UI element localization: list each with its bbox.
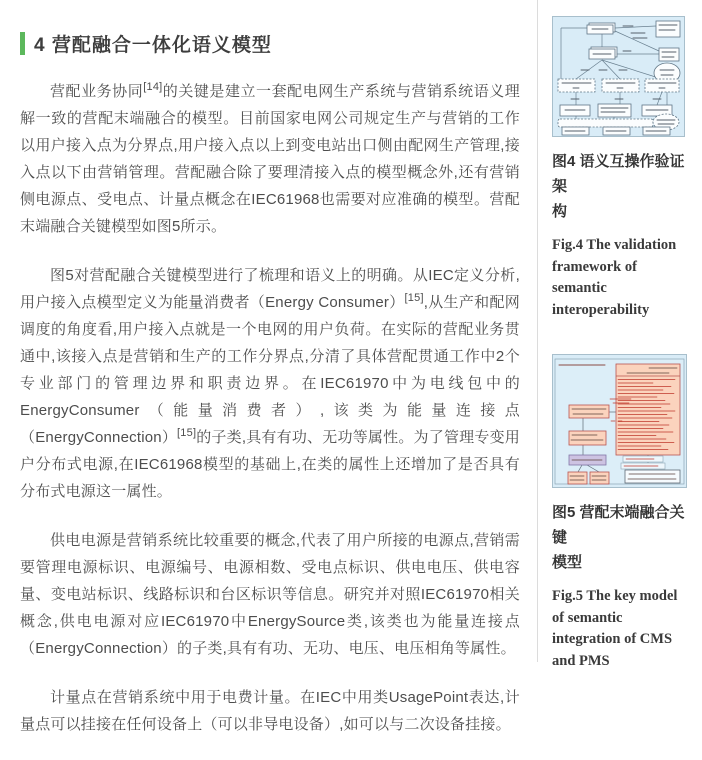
paragraph-2 — [20, 262, 520, 505]
figure4-caption-en — [552, 235, 688, 321]
paragraph-4 — [20, 684, 520, 738]
caption-line: of semantic — [552, 609, 623, 626]
caption-line: interoperability — [552, 301, 650, 318]
paragraph-text: ,从生产和配网调度的角度看,用户接入点就是一个电网的用户负荷。在实际的营配业务贯通中,该接入点是营销和生产的工作分界点,分清了具体营配贯通工作中2个专业部门的管理边界和职责边界。在IEC61970中为电线包中的EnergyConsumer（能量消费者）,该类为能量连接点（EnergyConnection） — [20, 294, 520, 446]
caption-line: 图4 语义互操作验证架 — [552, 153, 685, 195]
figures-rail — [538, 0, 702, 672]
caption-line: 图5 营配末端融合关键 — [552, 504, 685, 546]
figure5-thumbnail[interactable] — [552, 354, 687, 488]
reference-superscript: [15] — [404, 292, 424, 304]
paragraph-1 — [20, 78, 520, 240]
paragraph-text: 图5对营配融合关键模型进行了梳理和语义上的明确。从IEC定义分析,用户接入点模型定义为能量消费者（Energy Consumer） — [20, 267, 520, 311]
figure4-caption-zh — [552, 149, 688, 224]
paragraph-text: 计量点在营销系统中用于电费计量。在IEC中用类UsagePoint表达,计量点可以挂接在任何设备上（可以非导电设备）,如可以与二次设备挂接。 — [20, 689, 520, 733]
paragraph-text: 营配业务协同 — [50, 83, 144, 100]
figure5-caption-en — [552, 586, 688, 672]
caption-line: integration of CMS — [552, 631, 673, 647]
caption-line: semantic — [552, 280, 607, 296]
paragraph-text: 的关键是建立一套配电网生产系统与营销系统语义理解一致的营配末端融合的模型。目前国家电网公司规定生产与营销的工作以用户接入点为分界点,用户接入点以上到变电站出口侧由配网生产管理,接入点以下由营销管理。营配融合除了要理清接入点的模型概念外,还有营销侧电源点、受电点、计量点概念在IEC61968也需要对应准确的模型。营配末端融合关键模型如图5所示。 — [20, 83, 520, 235]
caption-line: and PMS — [552, 652, 610, 669]
figure4-diagram — [553, 17, 684, 136]
section-heading-text: 4 营配融合一体化语义模型 — [34, 35, 272, 56]
paragraph-text: 供电电源是营销系统比较重要的概念,代表了用户所接的电源点,营销需要管理电源标识、电源编号、电源相数、受电点标识、供电电压、供电容量、变电站标识、线路标识和台区标识等信息。研究并对照IEC61970相关概念,供电电源对应IEC61970中EnergySource类,该类也为能量连接点（EnergyConnection）的子类,具有有功、无功、电压、电压相角等属性。 — [20, 532, 520, 657]
caption-line: 构 — [552, 203, 568, 220]
section-heading — [20, 30, 520, 57]
figure4-thumbnail[interactable] — [552, 16, 685, 137]
caption-line: framework of — [552, 258, 637, 275]
caption-line: Fig.5 The key model — [552, 588, 678, 604]
caption-line: Fig.4 The validation — [552, 237, 677, 253]
paragraph-3 — [20, 527, 520, 662]
reference-superscript: [15] — [177, 427, 197, 439]
heading-accent-bar — [20, 32, 25, 55]
caption-line: 模型 — [552, 554, 583, 571]
paragraph-text: 的子类,具有有功、无功等属性。为了管理专变用户分布式电源,在IEC61968模型的基础上,在类的属性上还增加了是否具有分布式电源这一属性。 — [20, 429, 520, 500]
figure5-diagram — [553, 355, 686, 487]
figure5-caption-zh — [552, 500, 688, 575]
reference-superscript: [14] — [143, 81, 163, 93]
